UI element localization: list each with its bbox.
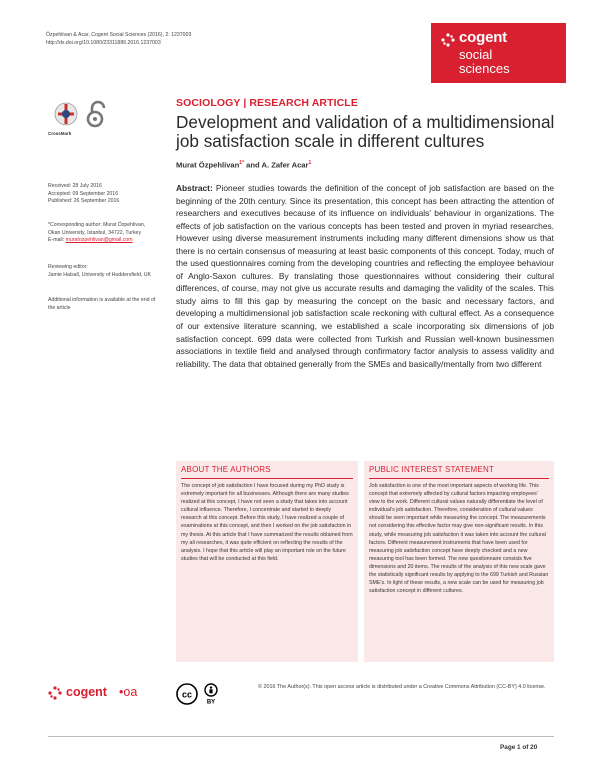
box-divider <box>369 478 549 479</box>
received-date: Received: 28 July 2016 <box>48 183 102 189</box>
author-line <box>176 160 311 170</box>
abstract-label: Abstract: <box>176 183 213 193</box>
author-affiliation-marker: 1* <box>239 160 245 166</box>
open-access-icon <box>88 102 104 126</box>
cogent-oa-logo <box>48 683 188 703</box>
author-separator: and <box>244 160 262 170</box>
public-interest-text: Job satisfaction is one of the most important aspects of working life. This concept that extremely affected by cultural factors impacting employees' view to the work. Different cultural values naturally differentiate the level of individual's job satisfaction. Therefore, consideration of cultural values should be seen important while measuring the concept. The measurements not considering this effective factor may give non-significant results. In this study, while measuring job satisfaction it was taken into account the cultural factors. Different measurement instruments that have been used for measuring job satisfaction concept have deeply checked and a new measuring tool has been formed. The new questionnaire consists five dimensions and 20 items. The results of the analysis of this new scale gave the statistically significant results by applying to the 699 Turkish and Russian SME's. In light of these results, a new scale can be used for measuring job satisfaction concept in different cultures. <box>369 483 549 595</box>
author-name[interactable]: A. Zafer Acar <box>261 160 309 170</box>
footer-divider <box>48 736 554 737</box>
cc-label: cc <box>181 689 193 700</box>
citation-text: Özpehlivan & Acar, Cogent Social Sciences (2016), 2: 1237003 <box>46 32 192 38</box>
email-line <box>48 237 158 245</box>
about-the-authors-box <box>176 461 358 662</box>
brand-line3: sciences <box>459 61 510 76</box>
email-label: E-mail: <box>48 237 66 244</box>
abstract <box>176 182 554 370</box>
logo-text-cogent: cogent <box>66 685 107 699</box>
license-statement: © 2016 The Author(s). This open access article is distributed under a Creative Commons Attribution (CC-BY) 4.0 license. <box>258 684 546 690</box>
crossmark-label: CrossMark <box>48 131 72 136</box>
public-interest-heading: PUBLIC INTEREST STATEMENT <box>369 465 495 474</box>
cogent-dots-icon <box>48 686 62 700</box>
additional-info: Additional information is available at the end of the article <box>48 297 156 311</box>
journal-brand-logo <box>431 23 566 83</box>
abstract-text: Pioneer studies towards the definition of the concept of job satisfaction are based on the beginning of the 20th century. Since its presentation, this concept has been attracting the attention of researchers and executives because of its influence on individuals' behaviour in organizations. The effects of job satisfaction on the various concepts has been tested and proven in myriad researches. However using diverse measurement instruments including many different dimensions show us that there is no certain consensus of measuring at least basic components of this concept. Today, much of the used questionnaires coming from the developing countries and reflecting the employee behaviour of Anglo-Saxon cultures. By translating those questionnaires without considering their cultural differences, of course, may not give us accurate results and damaging the validity of the scales. This study aims to fill this gap by measuring the concept on the basic and necessary factors, and developing a multidimensional job satisfaction scale reckoning with cultural effect. As a consequence of our extensive literature scanning, we established a scale incorporating six dimensions of job satisfaction concept. 699 data were collected from Turkish and Russian well-known businessmen associations in textile field and analysed through confirmatory factor analysis to assess validity and reliability. The data that obtained generally from the SMEs and basically/mentally from two different <box>176 183 554 369</box>
article-dates <box>48 183 158 206</box>
published-date: Published: 26 September 2016 <box>48 198 120 205</box>
accepted-date: Accepted: 09 September 2016 <box>48 190 119 197</box>
corresponding-author <box>48 222 158 245</box>
cc-by-badge[interactable] <box>176 683 246 705</box>
public-interest-box <box>364 461 554 662</box>
author-name[interactable]: Murat Özpehlivan <box>176 160 240 170</box>
crossmark-icon[interactable] <box>55 103 77 125</box>
brand-line1: cogent <box>459 29 507 46</box>
reviewing-editor <box>48 264 158 279</box>
journal-citation <box>46 31 306 47</box>
email-link[interactable]: muratozpehlivan@gmail.com <box>65 237 133 244</box>
about-the-authors-heading: ABOUT THE AUTHORS <box>181 465 271 474</box>
cogent-dots-icon <box>441 33 455 47</box>
reviewing-editor-name: Jamie Halsall, University of Huddersfield, UK <box>48 271 151 278</box>
article-category: SOCIOLOGY | RESEARCH ARTICLE <box>176 97 358 109</box>
box-divider <box>181 478 353 479</box>
reviewing-editor-label: Reviewing editor: <box>48 264 88 270</box>
doi-link[interactable]: http://dx.doi.org/10.1080/23311886.2016.1237003 <box>46 40 161 46</box>
by-label: BY <box>206 699 216 705</box>
article-badges <box>54 100 114 130</box>
corresponding-author-text: *Corresponding author: Murat Özpehlivan, Okan University, Istanbul, 34722, Turkey <box>48 222 146 236</box>
about-the-authors-text: The concept of job satisfaction I have focused during my PhD study is extremely important for all businesses. Although there are many studies realized at this concept, I have not seen a study that takes into account cultural influence. Therefore, I concentrate and started to deeply research at this concept. Before this study, I have realized a couple of examinations at this concept, and then I worked on the job satisfaction in my thesis. At this article that I have summarized the results obtained from my all researches, it was quite efficient on reflecting the results of the analysis. I hope that this article will play an important role on the future studies that will be conducted at this field. <box>181 483 353 562</box>
brand-line2: social <box>459 47 493 62</box>
attribution-icon <box>205 684 217 705</box>
article-title: Development and validation of a multidimensional job satisfaction scale in different cultures <box>176 112 555 151</box>
creative-commons-icon <box>177 684 197 704</box>
logo-text-oa: •oa <box>119 685 138 699</box>
page-number: Page 1 of 20 <box>500 744 538 751</box>
author-affiliation-marker: 1 <box>308 160 312 166</box>
